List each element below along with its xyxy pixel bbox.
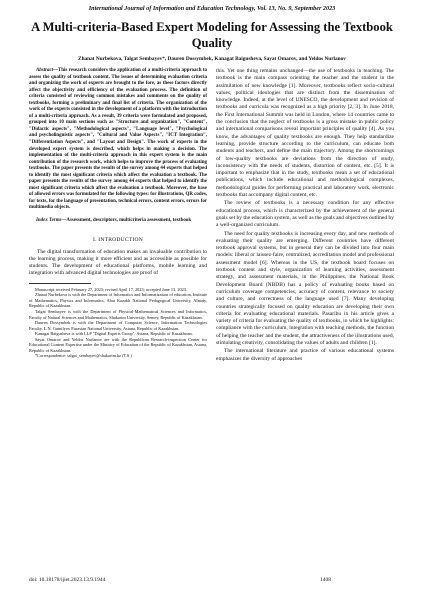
footnote-author-dossymbek: Dauren Dossymbek is with the Department of Computer Science, Information Technologies Faculty, L.N. Gumilyov Eurasian National University, Astana, Republic of Kazakhstan. bbox=[29, 320, 207, 331]
paper-title: A Multi-criteria-Based Expert Modeling for Assessing the Textbook Quality bbox=[31, 20, 393, 50]
page-number: 1408 bbox=[320, 577, 331, 583]
body-paragraph: The need for quality textbooks is increasing every day, and new methods of evaluating their quality are emerging. Different countries have different textbook approval systems, but in general they can be divided into four main models: liberal or laissez-faire, centralized, accreditation model and professional assessment model [6]. Whereas in the US, the textbook board focuses on textbook content and style, organization of learning activities, assessment strategy, and assessment materials, in the Philippines, the National Book Development Board (NBDB) has a policy of evaluating books based on curriculum coverage competencies, accuracy of content, relevance to society and culture, and correctness of the language used [7]. Many developing countries strategically focused on quality education are developing their own criteria for evaluating educational materials. Pasaribu in his article gives a variety of criteria for evaluating the quality of textbooks, in which he highlights: compliance with the curriculum, integration with teaching methods, the function of helping the teacher and the student, the attractiveness of the illustrations used, stimulating creativity, consolidating the values of adults and children [1]. bbox=[216, 230, 394, 346]
footnote-author-sembayev: Talgat Sembayev is with the Department of Physical-Mathematical Sciences and Informatics, Faculty of Natural Sciences and Mathematics, Shakarim University, Semey, Republic of Kazakhstan. bbox=[29, 308, 207, 320]
footnote-correspondence: *Correspondence: talgat_sembayev@shakarim.kz (T.S.) bbox=[35, 353, 132, 359]
doi-footer: doi: 10.18178/ijiet.2023.13.9.1944 bbox=[29, 577, 106, 583]
journal-header: International Journal of Information and Education Technology, Vol. 13, No. 9, September 2023 bbox=[88, 5, 336, 12]
body-paragraph: this. Yet one thing remains unchanged—the use of textbooks in teaching. The textbook is the main compass orienting the teacher and the student in the assimilation of new knowledge [1]. Moreover, textbooks reflect socio-cultural values, political ideologies that are distinct from the dissemination of knowledge. Indeed, at the level of UNESCO, the development and revision of textbooks and curricula was recognized as a high priority [2, 3]. In June 2018, the First International Summit was held in London, where 14 countries came to the conclusion that the neglect of textbooks is a gross mistake in public policy and international comparisons reveal important principles of quality [4]. As you know, the advantages of quality textbooks are enough. They help standardize learning, provide structure according to the curriculum, can educate both students and teachers, and define the main trajectory. Among the shortcomings of low-quality textbooks are deviations from the direction of study, inconsistency with the needs of students, distortion of content, etc. [5]. It is important to emphasize that in the study, textbooks mean a set of educational publications, which include educational and methodological complexes, methodological guides for performing practical and laboratory work, electronic textbooks that accompany digital content, etc. bbox=[216, 68, 394, 199]
section-heading-introduction: I. INTRODUCTION bbox=[93, 236, 143, 243]
footnote-manuscript: Manuscript received February 27, 2023; revised April 17, 2023; accepted June 13, 2023. bbox=[35, 286, 188, 292]
footnote-divider bbox=[29, 283, 91, 284]
index-terms-text: —Assessment, descriptors, multicriteria assessment, textbook bbox=[61, 218, 192, 224]
left-column bbox=[29, 68, 207, 359]
footnote-author-baigusheva: Kanagat Baigusheva is with LLP "Digital Experts Group", Astana, Republic of Kazakhstan. bbox=[35, 331, 193, 337]
intro-paragraph: The digital transformation of education makes an invaluable contribution to the learning process, making it more efficient and as accessible as possible for students. The development of educational platforms, mobile learning and integration with advanced digital technologies are proof of bbox=[29, 248, 207, 277]
footnote-author-omarov-nurlanov: Sayat Omarov and Yeldos Nurlanov are with the Republican Research-inspection Center for Educational Content Expertise under the Ministry of Education of the Republic of Kazakhstan, Astana, Republic of Kazakhstan. bbox=[29, 336, 207, 353]
body-paragraph: The review of textbooks is a necessary condition for any effective educational process, which is characterized by the achievement of the general goals set by the education system, as well as the goals and objectives outlined by a well-organized curriculum. bbox=[216, 200, 394, 229]
abstract-label: Abstract bbox=[36, 68, 54, 73]
index-terms bbox=[29, 218, 207, 225]
right-column bbox=[216, 68, 394, 364]
footnote-author-nurbekova: Zhanat Nurbekova is with the Department of Informatics and Informatization of education, Institute of Mathematics, Physics and Informatics, Abai Kazakh National Pedagogical University, Almaty, Republic of Kazakhstan. bbox=[29, 292, 207, 309]
index-terms-label: Index Terms bbox=[36, 218, 62, 224]
author-list: Zhanat Nurbekova, Talgat Sembayev*, Dauren Dossymbek, Kanagat Baigusheva, Sayat Omarov, and Yeldos Nurlanov bbox=[78, 56, 346, 62]
abstract-text: —This research considers the application of a multi-criteria approach to assess the quality of textbook content. The issues of determining evaluation criteria and organizing the work of experts are brought to the fore, as these factors directly affect the objectivity and efficiency of the evaluation process. The definition of criteria consisted of reviewing common mistakes and comments on the quality of textbooks, forming a preliminary and final list of criteria. The organization of the work of the experts consisted in the development of a platform with the introduction of a multi-criteria approach. As a result, 39 criteria were formulated and proposed, grouped into 10 main sections such as "Structure and organization", "Content", "Didactic aspects", "Methodological aspects", "Language level", "Psychological and psycholinguistic aspects", "Cultural and Value Aspects", "ICT Integration", "Differentiation Aspects", and "Layout and Design". The work of experts in the developed expert system is described, which helps in making a decision. The implementation of the multi-criteria approach in this expert system is the main contribution of the research work, which helps to improve the process of evaluating textbooks. The paper presents the results of the survey among 44 experts that helped to identify the most significant criteria which affect the evaluation a textbook. The paper presents the results of the survey among 44 experts that helped to identify the most significant criteria which affect the evaluation a textbook. Moreover, the base of allowed errors was formulated for the following types: for illustrations, QR codes, for texts, for the language of presentation, technical errors, content errors, errors for multimedia objects. bbox=[29, 68, 207, 211]
abstract bbox=[29, 68, 207, 212]
body-paragraph: The international literature and practice of various educational systems emphasizes the diversity of approaches bbox=[216, 348, 394, 362]
